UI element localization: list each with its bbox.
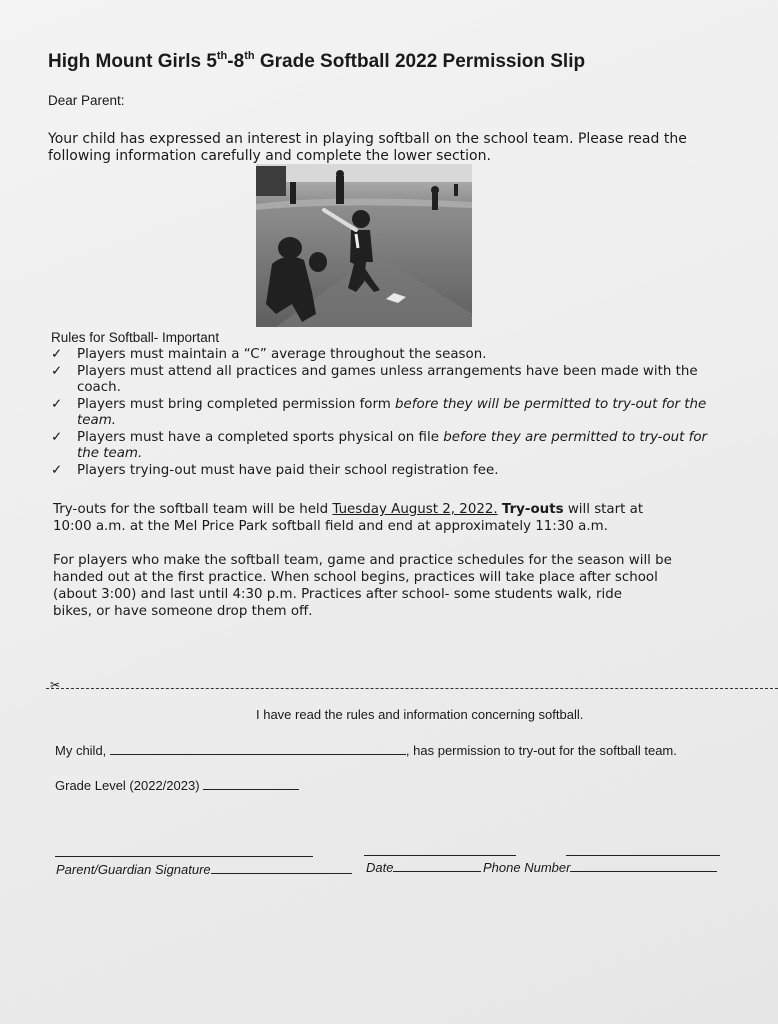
child-name-field[interactable]	[110, 742, 406, 755]
signature-label: Parent/Guardian Signature	[56, 861, 352, 877]
scissors-icon: ✂	[50, 678, 61, 692]
phone-label: Phone Number	[483, 859, 717, 875]
tryouts-line-2: 10:00 a.m. at the Mel Price Park softball field and end at approximately 11:30 a.m.	[53, 519, 608, 534]
rule-item: ✓ Players must have a completed sports physical on file before they are permitted to try-out for the team.	[51, 429, 708, 461]
rule-item: ✓ Players must maintain a “C” average throughout the season.	[51, 347, 487, 362]
softball-photo	[256, 164, 472, 327]
softball-photo-illustration	[256, 164, 472, 327]
check-icon: ✓	[51, 396, 63, 412]
page-title: High Mount Girls 5th-8th Grade Softball 2022 Permission Slip	[48, 50, 586, 72]
tryouts-line-1: Try-outs for the softball team will be held Tuesday August 2, 2022. Try-outs will start at	[53, 502, 644, 517]
grade-level-line: Grade Level (2022/2023)	[55, 777, 299, 793]
grade-level-field[interactable]	[203, 777, 299, 790]
greeting: Dear Parent:	[48, 93, 125, 108]
date-field[interactable]	[364, 855, 516, 856]
schedule-line-4: bikes, or have someone drop them off.	[53, 604, 313, 619]
tryout-date: Tuesday August 2, 2022.	[332, 502, 498, 517]
intro-line-1: Your child has expressed an interest in playing softball on the school team. Please read the	[48, 131, 687, 147]
check-icon: ✓	[51, 429, 63, 445]
rule-item: ✓ Players trying-out must have paid their school registration fee.	[51, 462, 499, 478]
check-icon: ✓	[51, 462, 63, 478]
rules-heading: Rules for Softball- Important	[51, 330, 220, 345]
schedule-line-3: (about 3:00) and last until 4:30 p.m. Practices after school- some students walk, ride	[53, 587, 622, 602]
confirmation-text: I have read the rules and information concerning softball.	[256, 707, 584, 722]
schedule-line-2: handed out at the first practice. When school begins, practices will take place after school	[53, 570, 658, 585]
rule-item: ✓ Players must attend all practices and games unless arrangements have been made with the coach.	[51, 363, 698, 395]
rule-item: ✓ Players must bring completed permission form before they will be permitted to try-out for the team.	[51, 396, 707, 428]
rules-list	[51, 347, 731, 479]
date-label: Date	[366, 859, 481, 875]
cut-line	[46, 688, 778, 689]
check-icon: ✓	[51, 363, 63, 379]
intro-line-2: following information carefully and complete the lower section.	[48, 148, 491, 164]
signature-field[interactable]	[55, 856, 313, 857]
check-icon: ✓	[51, 347, 63, 362]
phone-field[interactable]	[566, 855, 720, 856]
my-child-line: My child, , has permission to try-out for the softball team.	[55, 743, 677, 758]
schedule-line-1: For players who make the softball team, game and practice schedules for the season will be	[53, 553, 672, 568]
